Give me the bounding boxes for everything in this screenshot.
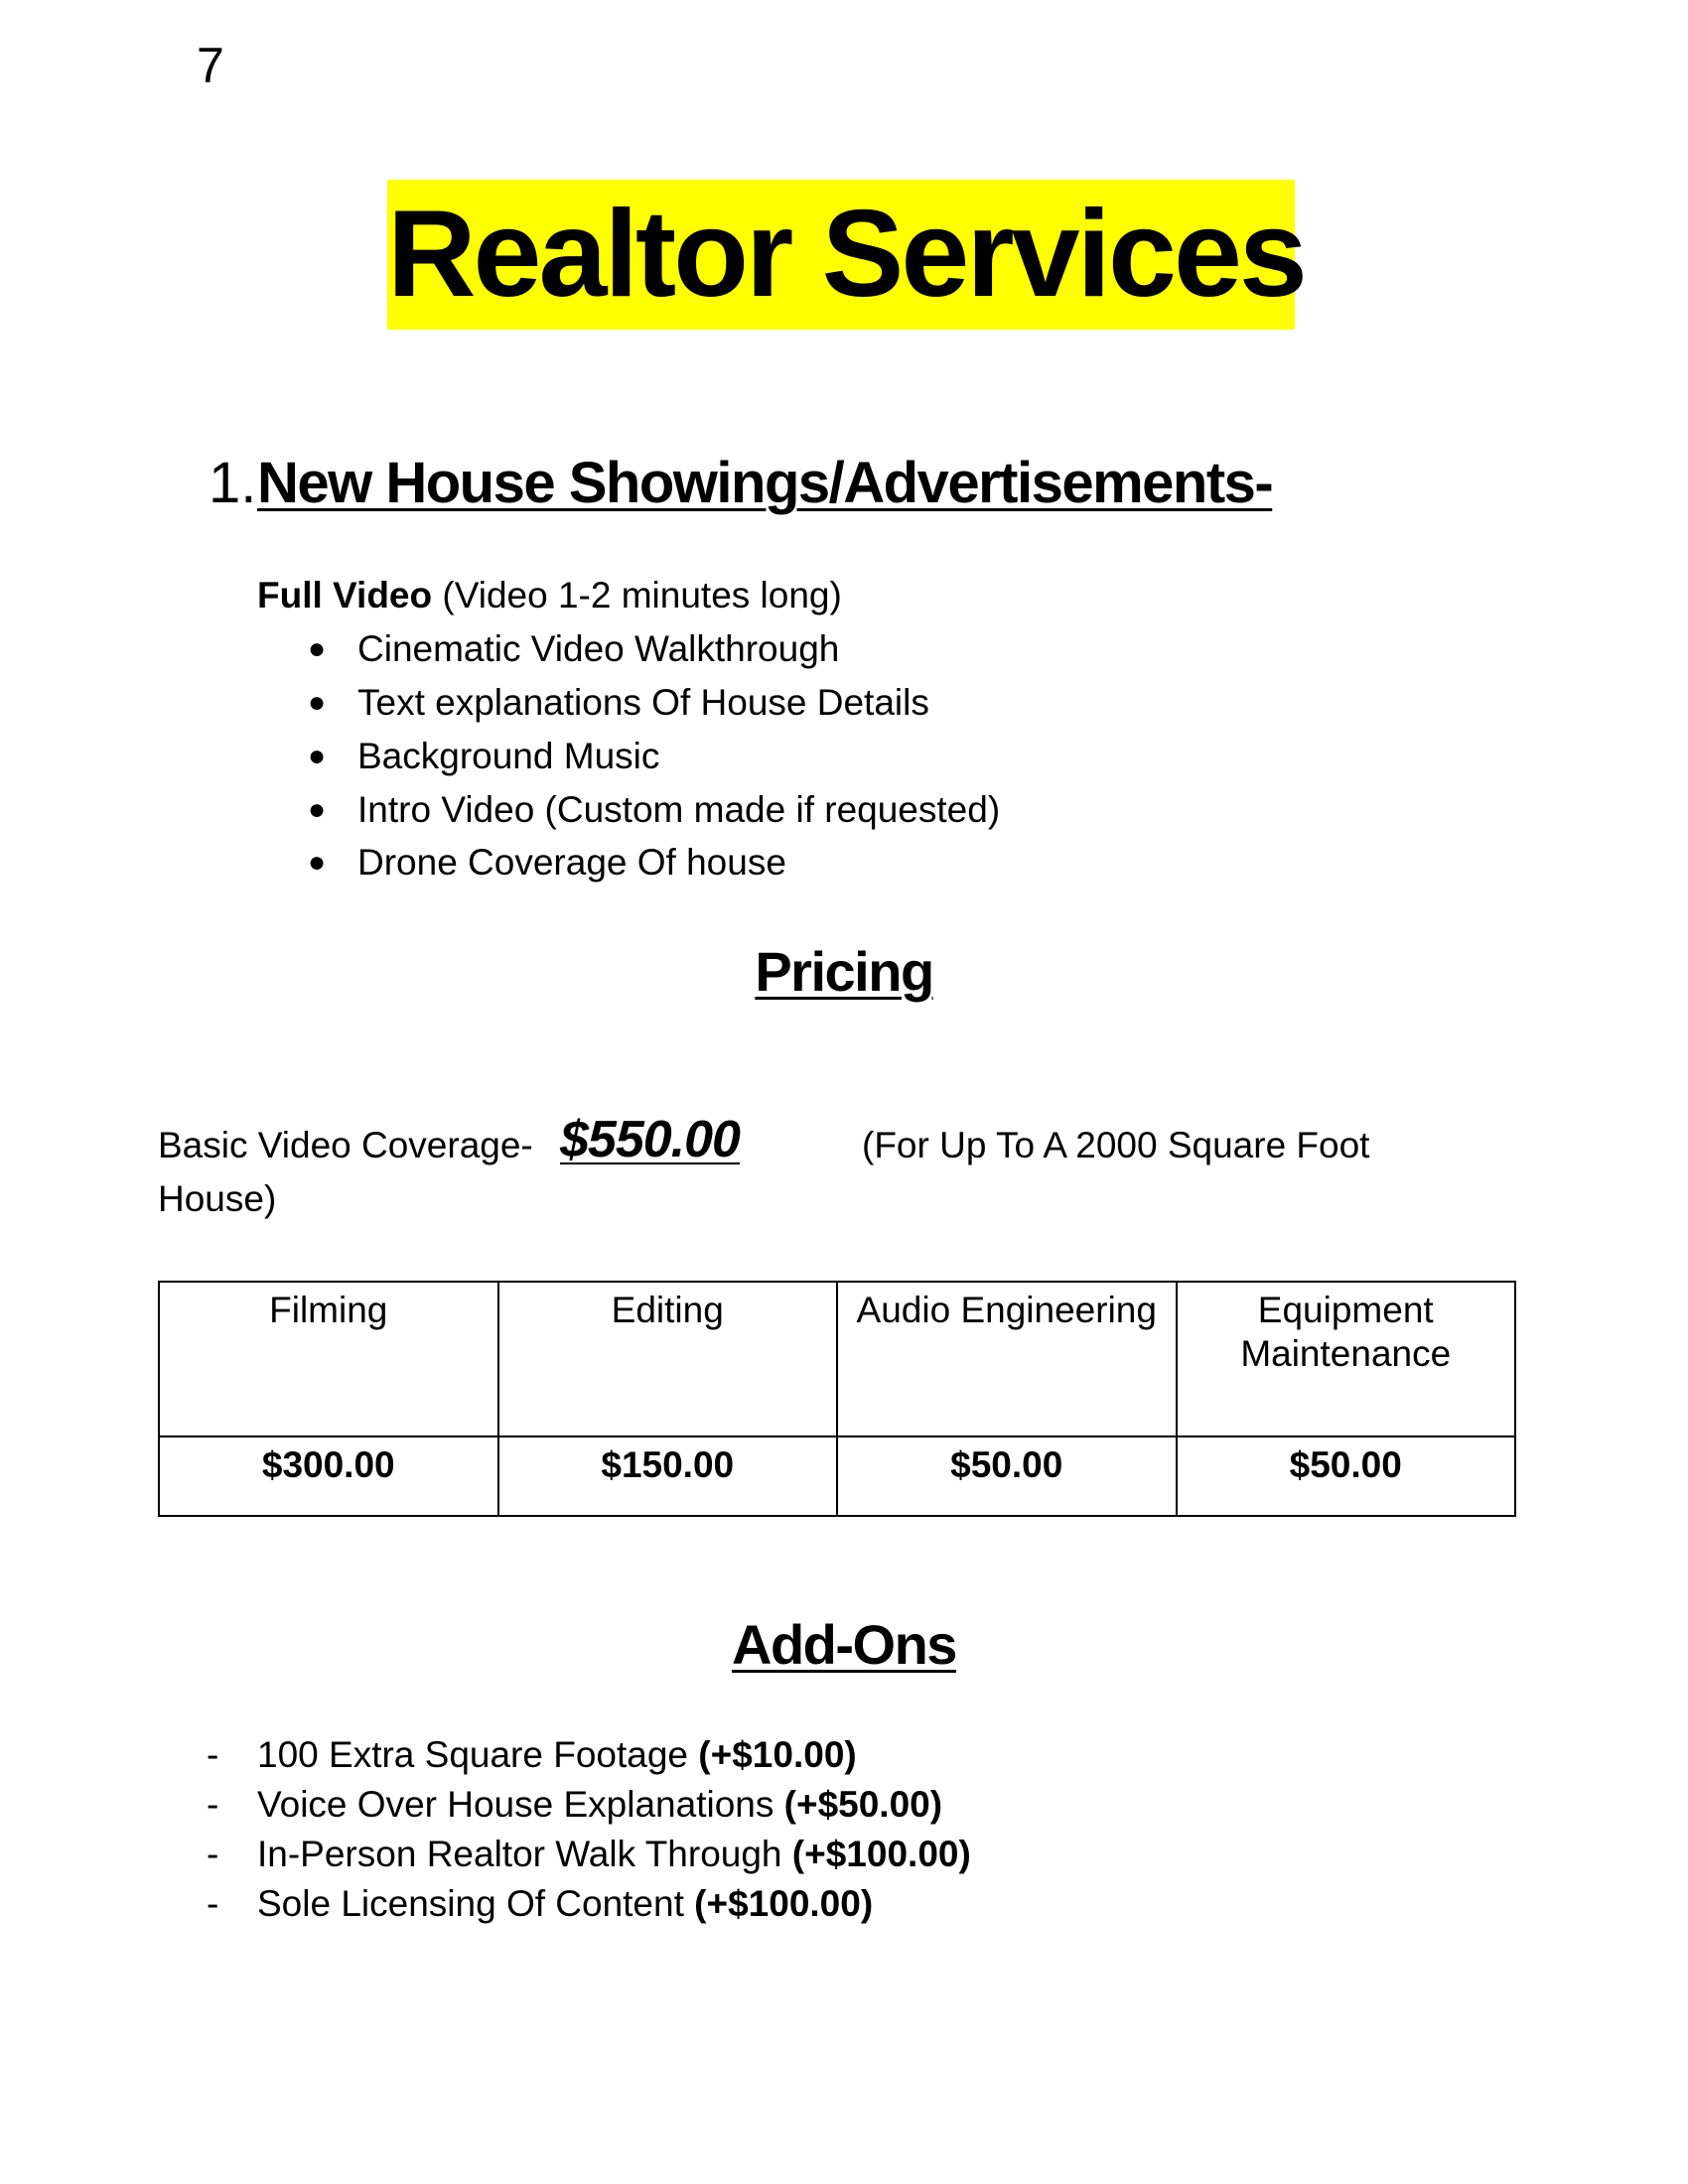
section-number: 1. (209, 451, 257, 515)
addon-price: (+$100.00) (791, 1834, 971, 1874)
table-header-row (159, 1282, 1515, 1436)
addon-text: In-Person Realtor Walk Through (257, 1834, 792, 1874)
list-item (257, 1733, 857, 1777)
dash-icon: - (207, 1883, 219, 1924)
bullet-icon: ● (308, 846, 327, 879)
bullet-icon: ● (308, 793, 327, 826)
table-cell: $300.00 (159, 1436, 498, 1516)
table-cell: $150.00 (498, 1436, 838, 1516)
full-video-note: (Video 1-2 minutes long) (442, 575, 842, 615)
list-item (257, 1882, 873, 1926)
addons-heading: Add-Ons (732, 1613, 956, 1676)
table-row (159, 1436, 1515, 1516)
page-title: Realtor Services (387, 186, 1305, 323)
basic-coverage-note: (For Up To A 2000 Square Foot (862, 1125, 1370, 1165)
list-item: Cinematic Video Walkthrough (357, 628, 840, 669)
basic-coverage-price: $550.00 (560, 1111, 740, 1168)
full-video-label: Full Video (257, 575, 433, 615)
dash-icon: - (207, 1784, 219, 1825)
table-cell: $50.00 (837, 1436, 1177, 1516)
bullet-icon: ● (308, 740, 327, 772)
list-item: Intro Video (Custom made if requested) (357, 789, 1001, 830)
table-header-cell: Equipment Maintenance (1177, 1282, 1516, 1436)
addon-price: (+$100.00) (694, 1883, 874, 1924)
page-number: 7 (197, 38, 224, 93)
addon-text: Sole Licensing Of Content (257, 1883, 695, 1924)
full-video-line (257, 574, 842, 617)
pricing-heading: Pricing (755, 940, 933, 1003)
list-item (257, 1783, 942, 1827)
table-header-cell: Editing (498, 1282, 838, 1436)
dash-icon: - (207, 1734, 219, 1775)
list-item: Drone Coverage Of house (357, 842, 786, 883)
bullet-icon: ● (308, 686, 327, 719)
bullet-icon: ● (308, 632, 327, 665)
table-header-cell: Filming (159, 1282, 498, 1436)
section-heading: New House Showings/Advertisements- (257, 451, 1273, 515)
basic-coverage-note-cont: House) (158, 1178, 277, 1219)
list-item (257, 1833, 971, 1876)
list-item: Background Music (357, 736, 660, 776)
table-cell: $50.00 (1177, 1436, 1516, 1516)
addon-text: 100 Extra Square Footage (257, 1734, 699, 1775)
addon-price: (+$50.00) (783, 1784, 943, 1825)
list-item: Text explanations Of House Details (357, 682, 929, 723)
cost-breakdown-table (158, 1281, 1516, 1517)
dash-icon: - (207, 1834, 219, 1874)
table-header-cell: Audio Engineering (837, 1282, 1177, 1436)
basic-coverage-label: Basic Video Coverage- (158, 1125, 533, 1165)
addon-price: (+$10.00) (698, 1734, 857, 1775)
addon-text: Voice Over House Explanations (257, 1784, 784, 1825)
